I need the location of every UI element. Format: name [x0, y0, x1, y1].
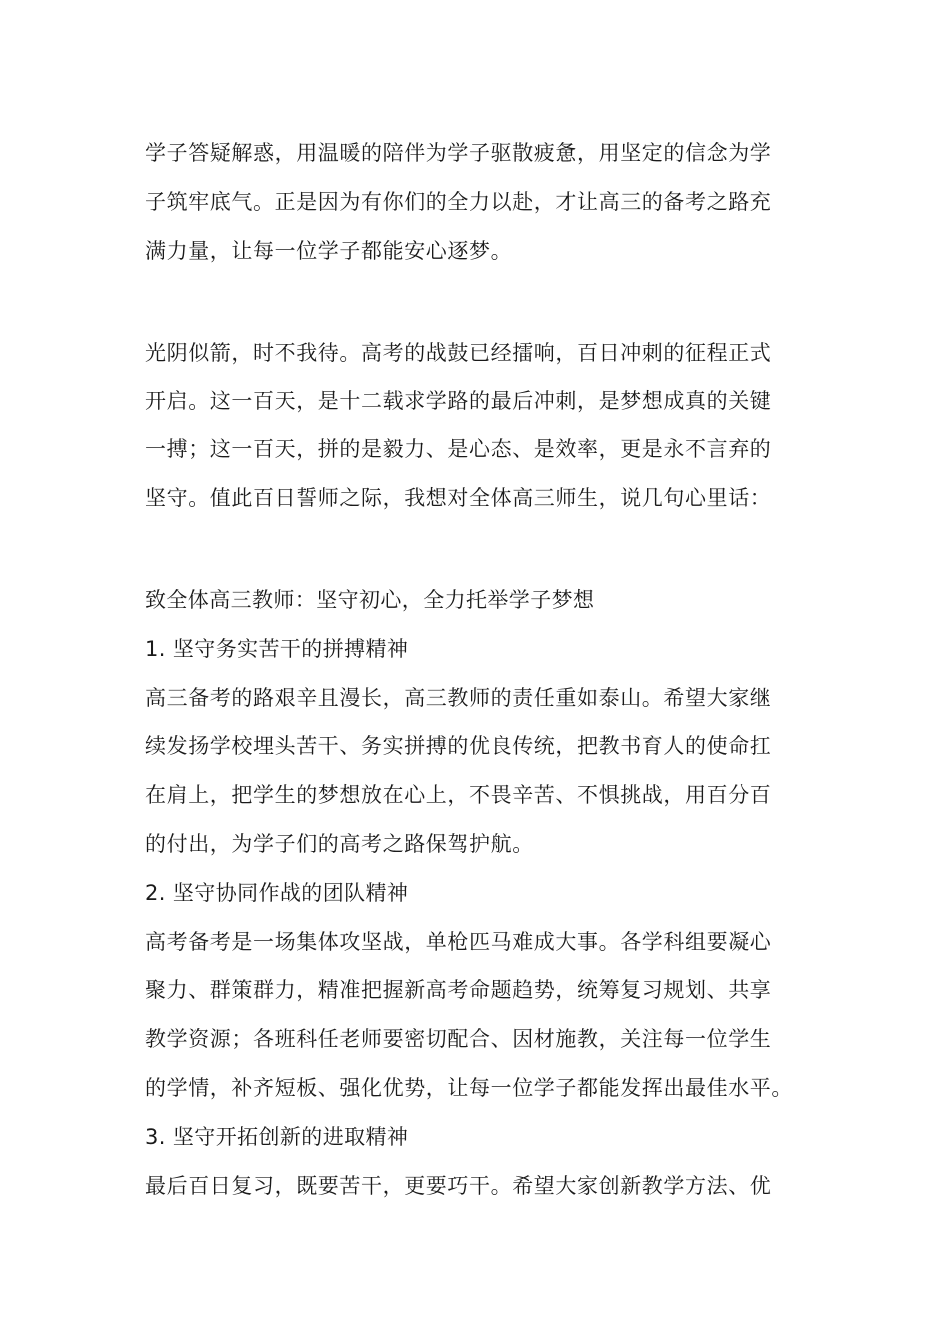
paragraph-line: 一搏；这一百天，拼的是毅力、是心态、是效率，更是永不言弃的 [145, 437, 772, 461]
item-title: 1. 坚守务实苦干的拼搏精神 [145, 637, 409, 661]
item-title: 2. 坚守协同作战的团队精神 [145, 881, 409, 905]
paragraph-line: 子筑牢底气。正是因为有你们的全力以赴，才让高三的备考之路充 [145, 190, 772, 214]
paragraph-line: 高考备考是一场集体攻坚战，单枪匹马难成大事。各学科组要凝心 [145, 930, 772, 954]
paragraph-line: 的学情，补齐短板、强化优势，让每一位学子都能发挥出最佳水平。 [145, 1076, 793, 1100]
paragraph-line: 教学资源；各班科任老师要密切配合、因材施教，关注每一位学生 [145, 1027, 772, 1051]
paragraph-line: 续发扬学校埋头苦干、务实拼搏的优良传统，把教书育人的使命扛 [145, 734, 772, 758]
section-title: 致全体高三教师：坚守初心，全力托举学子梦想 [145, 588, 595, 612]
paragraph-line: 开启。这一百天，是十二载求学路的最后冲刺，是梦想成真的关键 [145, 389, 772, 413]
paragraph-line: 坚守。值此百日誓师之际，我想对全体高三师生，说几句心里话： [145, 486, 772, 510]
paragraph-line: 在肩上，把学生的梦想放在心上，不畏辛苦、不惧挑战，用百分百 [145, 783, 772, 807]
paragraph-line: 光阴似箭，时不我待。高考的战鼓已经擂响，百日冲刺的征程正式 [145, 341, 772, 365]
item-title: 3. 坚守开拓创新的进取精神 [145, 1125, 409, 1149]
paragraph-line: 最后百日复习，既要苦干，更要巧干。希望大家创新教学方法、优 [145, 1174, 772, 1198]
paragraph-line: 学子答疑解惑，用温暖的陪伴为学子驱散疲惫，用坚定的信念为学 [145, 141, 772, 165]
paragraph-line: 聚力、群策群力，精准把握新高考命题趋势，统筹复习规划、共享 [145, 978, 772, 1002]
paragraph-line: 高三备考的路艰辛且漫长，高三教师的责任重如泰山。希望大家继 [145, 686, 772, 710]
paragraph-line: 满力量，让每一位学子都能安心逐梦。 [145, 239, 513, 263]
paragraph-line: 的付出，为学子们的高考之路保驾护航。 [145, 832, 534, 856]
